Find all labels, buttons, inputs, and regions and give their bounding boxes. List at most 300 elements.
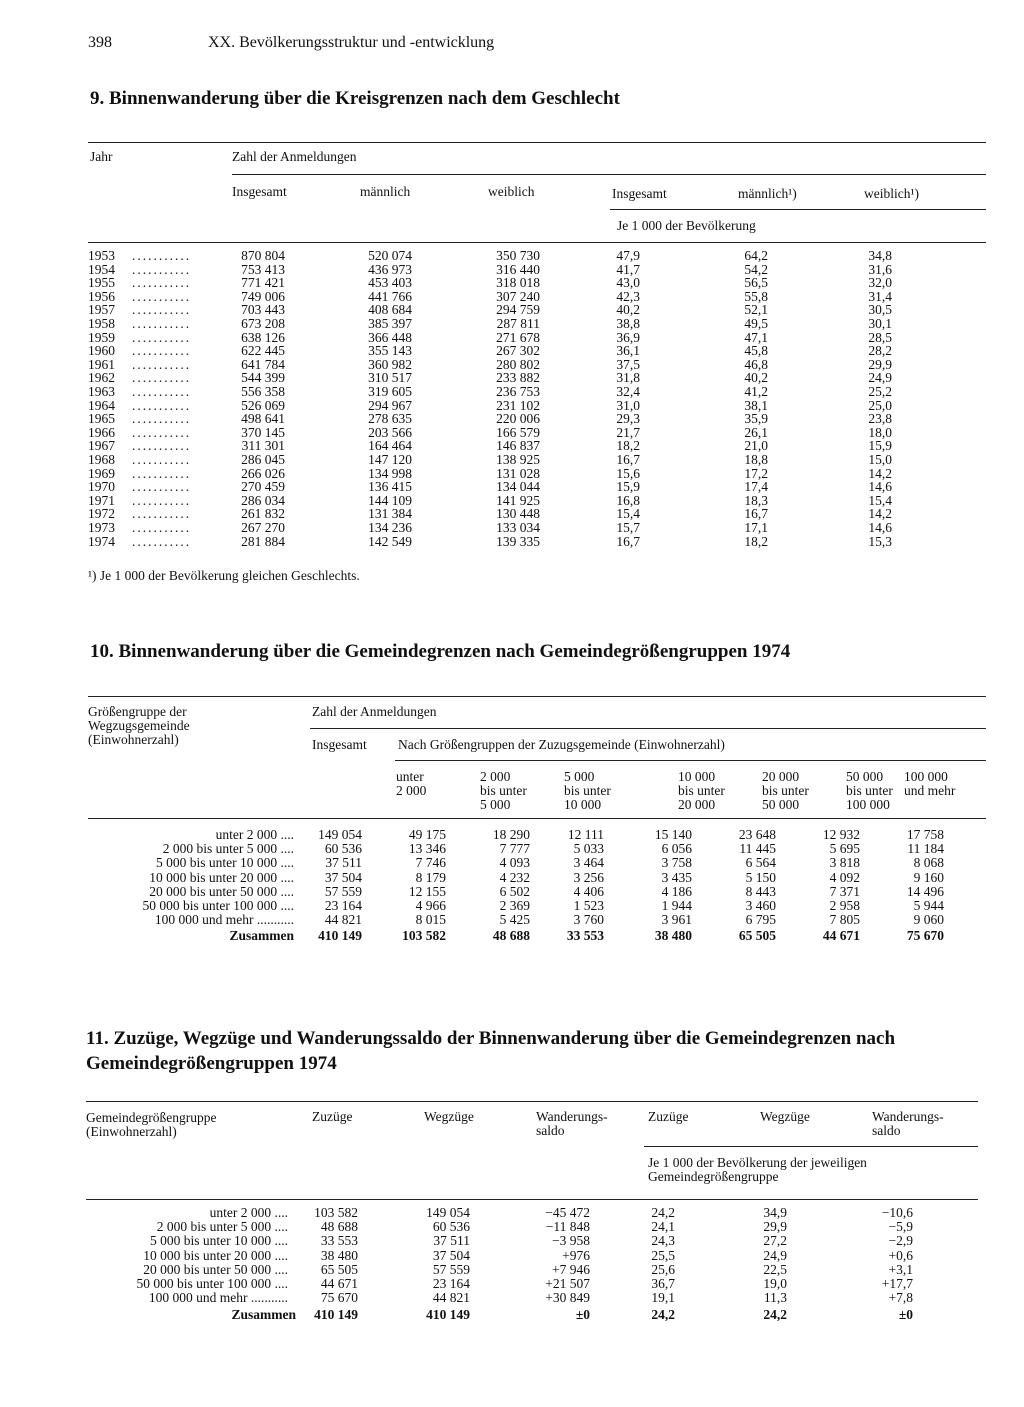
table11-cell: +976 <box>562 1247 590 1263</box>
table9-cell: 355 143 <box>368 343 412 359</box>
table10-cell: 3 435 <box>661 869 692 885</box>
table10-stub-line3: (Einwohnerzahl) <box>88 732 179 747</box>
table10-cell: 12 932 <box>822 827 860 842</box>
table9-cell: 34,8 <box>868 248 892 263</box>
table11-col-saldo-per-2: saldo <box>872 1123 901 1138</box>
table10-total-label: Zusammen <box>229 928 294 944</box>
table9-leader-dots: ........... <box>132 248 192 263</box>
table10-col-header: 10 000 <box>678 769 716 784</box>
table11-col-saldo-per-1: Wanderungs- <box>872 1109 944 1124</box>
table10-total-cell: 75 670 <box>906 928 944 944</box>
table9-leader-dots: ........... <box>132 520 192 535</box>
table9-col-year: Jahr <box>90 149 113 164</box>
table9-cell: 220 006 <box>496 411 540 427</box>
table9-cell: 29,3 <box>616 411 640 427</box>
table9-leader-dots: ........... <box>132 384 192 399</box>
table9-cell: 622 445 <box>241 343 285 359</box>
table11-cell: +7,8 <box>888 1290 913 1306</box>
table9-cell: 520 074 <box>368 248 412 263</box>
table11-cell: −3 958 <box>552 1233 590 1249</box>
table9-cell: 52,1 <box>744 302 768 318</box>
table9-cell: 15,9 <box>868 438 892 454</box>
table11-cell: 22,5 <box>763 1261 787 1277</box>
table11-per-rule <box>644 1146 978 1147</box>
table11-per-header-2: Gemeindegrößengruppe <box>648 1169 779 1184</box>
table10-row-label: 10 000 bis unter 20 000 .... <box>149 869 294 885</box>
table9-cell: 29,9 <box>868 356 892 372</box>
table11-cell: −5,9 <box>888 1219 913 1235</box>
table9-cell: 64,2 <box>744 248 768 263</box>
table9-leader-dots: ........... <box>132 397 192 413</box>
table9-cell: 18,2 <box>616 438 640 454</box>
table9-cell: 556 358 <box>241 384 285 399</box>
table10-cell: 5 944 <box>913 898 944 913</box>
table9-cell: 15,4 <box>616 506 640 522</box>
table9-cell: 16,7 <box>744 506 768 522</box>
table9-cell: 146 837 <box>496 438 540 454</box>
table10-col-header: bis unter <box>678 783 725 798</box>
table10-group-header: Zahl der Anmeldungen <box>312 704 437 719</box>
table9-top-rule <box>88 142 986 143</box>
table11-cell: 149 054 <box>426 1205 470 1220</box>
table11-cell: 37 504 <box>432 1247 470 1263</box>
table9-cell: 134 044 <box>496 479 540 495</box>
table9-cell: 14,6 <box>868 479 892 495</box>
table9-cell: 136 415 <box>368 479 412 495</box>
table10-col-header: 5 000 <box>564 769 595 784</box>
table11-cell: 25,5 <box>651 1247 675 1263</box>
table10-col-header: 100 000 <box>904 769 948 784</box>
table9-cell: 286 045 <box>241 452 285 467</box>
table9-cell: 17,2 <box>744 465 768 481</box>
table9-cell: 38,1 <box>744 397 768 413</box>
table9-cell: 17,4 <box>744 479 768 495</box>
table9-cell: 360 982 <box>368 356 412 372</box>
table11-total-cell: 410 149 <box>426 1307 470 1323</box>
table9-cell: 526 069 <box>241 397 285 413</box>
table9-leader-dots: ........... <box>132 343 192 359</box>
table9-leader-dots: ........... <box>132 302 192 318</box>
table9-cell: 139 335 <box>496 533 540 549</box>
table9-cell: 544 399 <box>241 370 285 386</box>
table9-cell: 318 018 <box>496 275 540 291</box>
table11-cell: 23 164 <box>432 1276 470 1291</box>
table10-cell: 12 155 <box>408 883 446 899</box>
table9-cell: 18,2 <box>744 533 768 549</box>
table10-cell: 60 536 <box>324 841 362 857</box>
table9-cell: 203 566 <box>368 424 412 440</box>
table9-leader-dots: ........... <box>132 261 192 277</box>
table11-cell: 44 821 <box>432 1290 470 1306</box>
table9-cell: 141 925 <box>496 492 540 508</box>
page-header <box>88 34 494 52</box>
table11-cell: −45 472 <box>545 1205 590 1220</box>
table10-cell: 14 496 <box>906 883 944 899</box>
table9-cell: 23,8 <box>868 411 892 427</box>
table9-cell: 49,5 <box>744 316 768 331</box>
table9-cell: 307 240 <box>496 288 540 304</box>
table11-per-header-1: Je 1 000 der Bevölkerung der jeweiligen <box>648 1155 867 1170</box>
table10-cell: 3 758 <box>661 855 692 871</box>
table10-cell: 5 695 <box>829 841 860 857</box>
table9-leader-dots: ........... <box>132 492 192 508</box>
table9-cell: 56,5 <box>744 275 768 291</box>
table11-cell: 24,1 <box>651 1219 675 1235</box>
table10-cell: 7 746 <box>415 855 446 871</box>
table9-cell: 40,2 <box>616 302 640 318</box>
table10-cell: 37 504 <box>324 869 362 885</box>
table10-cell: 7 777 <box>499 841 530 857</box>
table9-cell: 30,1 <box>868 316 892 331</box>
table9-cell: 18,3 <box>744 492 768 508</box>
table10-col-header: bis unter <box>480 783 527 798</box>
table10-col-header: bis unter <box>762 783 809 798</box>
table9-year: 1968 <box>88 452 115 467</box>
table9-cell: 17,1 <box>744 520 768 535</box>
table9-cell: 43,0 <box>616 275 640 291</box>
table10-total-cell: 44 671 <box>822 928 860 944</box>
table11-cell: −10,6 <box>881 1205 913 1220</box>
table10-total-cell: 48 688 <box>492 928 530 944</box>
table11-cell: 34,9 <box>763 1205 787 1220</box>
table9-cell: 673 208 <box>241 316 285 331</box>
table9-cell: 281 884 <box>241 533 285 549</box>
table10-cell: 5 033 <box>573 841 604 857</box>
table9-cell: 498 641 <box>241 411 285 427</box>
table9-cell: 385 397 <box>368 316 412 331</box>
table9-cell: 134 998 <box>368 465 412 481</box>
table10-total-cell: 33 553 <box>566 928 604 944</box>
table10-cell: 6 564 <box>745 855 776 871</box>
table9-cell: 144 109 <box>368 492 412 508</box>
table10-cell: 23 164 <box>324 898 362 913</box>
table11-cell: 48 688 <box>320 1219 358 1235</box>
table9-cell: 31,4 <box>868 288 892 304</box>
table9-cell: 18,0 <box>868 424 892 440</box>
table9-cell: 408 684 <box>368 302 412 318</box>
table10-cell: 8 179 <box>415 869 446 885</box>
table9-cell: 28,2 <box>868 343 892 359</box>
table9-leader-dots: ........... <box>132 533 192 549</box>
table10-cell: 3 460 <box>745 898 776 913</box>
table11-cell: +21 507 <box>545 1276 590 1291</box>
table10-col-total: Insgesamt <box>312 737 367 752</box>
table9-cell: 32,0 <box>868 275 892 291</box>
table9-year: 1964 <box>88 397 115 413</box>
table9-per-rule <box>610 209 986 210</box>
table10-total-cell: 103 582 <box>402 928 446 944</box>
table9-leader-dots: ........... <box>132 356 192 372</box>
table10-col-header: bis unter <box>846 783 893 798</box>
table11-cell: 25,6 <box>651 1261 675 1277</box>
table9-cell: 166 579 <box>496 424 540 440</box>
table9-cell: 319 605 <box>368 384 412 399</box>
table9-cell: 453 403 <box>368 275 412 291</box>
table11-total-cell: 24,2 <box>651 1307 675 1323</box>
table9-cell: 366 448 <box>368 329 412 345</box>
table11-cell: 24,3 <box>651 1233 675 1249</box>
table11-title-line1: 11. Zuzüge, Wegzüge und Wanderungssaldo der Binnenwanderung über die Gemeindegrenzen nach <box>86 1028 896 1049</box>
table9-cell: 280 802 <box>496 356 540 372</box>
table9-cell: 147 120 <box>368 452 412 467</box>
table10-top-rule <box>88 696 986 697</box>
table10-cell: 4 093 <box>499 855 530 871</box>
table9-cell: 28,5 <box>868 329 892 345</box>
table9-cell: 32,4 <box>616 384 640 399</box>
table10-row-label: unter 2 000 .... <box>215 827 294 842</box>
table9-leader-dots: ........... <box>132 370 192 386</box>
table10-cell: 4 186 <box>661 883 692 899</box>
table9-cell: 287 811 <box>496 316 540 331</box>
table9-cell: 18,8 <box>744 452 768 467</box>
table9-cell: 236 753 <box>496 384 540 399</box>
table11-cell: +30 849 <box>545 1290 590 1306</box>
table10-row-label: 5 000 bis unter 10 000 .... <box>156 855 294 871</box>
table10-row-label: 50 000 bis unter 100 000 .... <box>142 898 294 913</box>
table10-sub-rule <box>395 760 986 761</box>
table9-cell: 41,7 <box>616 261 640 277</box>
table9-cell: 45,8 <box>744 343 768 359</box>
table9-cell: 286 034 <box>241 492 285 508</box>
table10-cell: 12 111 <box>567 827 604 842</box>
table9-cell: 131 384 <box>368 506 412 522</box>
table9-col-female-per: weiblich¹) <box>864 186 920 201</box>
table9-cell: 436 973 <box>368 261 412 277</box>
table10-cell: 6 502 <box>499 883 530 899</box>
table10-cell: 3 818 <box>829 855 860 871</box>
table11-cell: +0,6 <box>888 1247 913 1263</box>
table11-cell: 103 582 <box>314 1205 358 1220</box>
table10-cell: 4 232 <box>499 869 530 885</box>
table11-cell: 29,9 <box>763 1219 787 1235</box>
table9-per-header: Je 1 000 der Bevölkerung <box>617 218 756 233</box>
table9-cell: 36,1 <box>616 343 640 359</box>
table10-cell: 8 443 <box>745 883 776 899</box>
table9-year: 1967 <box>88 438 115 454</box>
table9-year: 1970 <box>88 479 115 495</box>
table11-cell: −11 848 <box>545 1219 590 1235</box>
table10-total-cell: 65 505 <box>738 928 776 944</box>
table11-cell: 44 671 <box>320 1276 358 1291</box>
table9-cell: 14,2 <box>868 465 892 481</box>
table11-col-out-per: Wegzüge <box>760 1109 810 1124</box>
table9-cell: 267 302 <box>496 343 540 359</box>
table9-cell: 54,2 <box>744 261 768 277</box>
table9-cell: 753 413 <box>241 261 285 277</box>
table11-cell: 37 511 <box>433 1233 470 1249</box>
table9-leader-dots: ........... <box>132 288 192 304</box>
table9-leader-dots: ........... <box>132 506 192 522</box>
table9-leader-dots: ........... <box>132 424 192 440</box>
table9-cell: 261 832 <box>241 506 285 522</box>
table10-cell: 11 184 <box>907 841 944 857</box>
table9-year: 1972 <box>88 506 115 522</box>
table11-cell: 11,3 <box>763 1290 787 1306</box>
table10-cell: 6 056 <box>661 841 692 857</box>
table11-total-label: Zusammen <box>231 1307 296 1323</box>
table9-cell: 24,9 <box>868 370 892 386</box>
table9-title: 9. Binnenwanderung über die Kreisgrenzen nach dem Geschlecht <box>90 88 620 109</box>
table9-cell: 310 517 <box>368 370 412 386</box>
table9-cell: 271 678 <box>496 329 540 345</box>
table10-head-rule <box>88 818 986 819</box>
table10-total-cell: 38 480 <box>654 928 692 944</box>
table10-col-header: 50 000 <box>846 769 884 784</box>
table10-cell: 149 054 <box>318 827 362 842</box>
table11-cell: 60 536 <box>432 1219 470 1235</box>
table9-cell: 870 804 <box>241 248 285 263</box>
table11-cell: 19,1 <box>651 1290 675 1306</box>
table10-col-header: 20 000 <box>762 769 800 784</box>
table9-cell: 31,8 <box>616 370 640 386</box>
table10-col-header: 100 000 <box>846 797 890 812</box>
table11-top-rule <box>86 1101 978 1102</box>
table11-cell: 65 505 <box>320 1261 358 1277</box>
table9-cell: 30,5 <box>868 302 892 318</box>
table10-cell: 23 648 <box>738 827 776 842</box>
table9-cell: 38,8 <box>616 316 640 331</box>
table10-row-label: 100 000 und mehr ........... <box>154 912 294 928</box>
table11-cell: −2,9 <box>888 1233 913 1249</box>
table9-cell: 703 443 <box>241 302 285 318</box>
table11-total-cell: 24,2 <box>763 1307 787 1323</box>
table9-col-male: männlich <box>360 184 411 199</box>
table10-cell: 37 511 <box>325 855 362 871</box>
table9-cell: 294 759 <box>496 302 540 318</box>
table9-cell: 15,6 <box>616 465 640 481</box>
table9-leader-dots: ........... <box>132 411 192 427</box>
table11-cell: +7 946 <box>552 1261 590 1277</box>
table9-cell: 14,6 <box>868 520 892 535</box>
table9-cell: 25,2 <box>868 384 892 399</box>
table11-cell: 24,2 <box>651 1205 675 1220</box>
table9-year: 1957 <box>88 302 115 318</box>
table10-col-header: bis unter <box>564 783 611 798</box>
table9-col-female: weiblich <box>488 184 535 199</box>
table10-cell: 1 523 <box>573 898 604 913</box>
table9-cell: 771 421 <box>241 275 285 291</box>
table11-row-label: 10 000 bis unter 20 000 .... <box>143 1247 288 1263</box>
table10-col-header: und mehr <box>904 783 956 798</box>
table10-sub-header: Nach Größengruppen der Zuzugsgemeinde (Einwohnerzahl) <box>398 737 725 752</box>
table11-cell: 24,9 <box>763 1247 787 1263</box>
table9-year: 1954 <box>88 261 115 277</box>
table9-cell: 270 459 <box>241 479 285 495</box>
table10-cell: 3 961 <box>661 912 692 928</box>
table11-row-label: 5 000 bis unter 10 000 .... <box>150 1233 288 1249</box>
table9-cell: 142 549 <box>368 533 412 549</box>
table10-row-label: 2 000 bis unter 5 000 .... <box>162 841 294 857</box>
table10-cell: 8 068 <box>913 855 944 871</box>
table9-year: 1971 <box>88 492 115 508</box>
table11-col-in: Zuzüge <box>312 1109 353 1124</box>
table9-year: 1963 <box>88 384 115 399</box>
table9-cell: 138 925 <box>496 452 540 467</box>
table9-cell: 278 635 <box>368 411 412 427</box>
page-number: 398 <box>88 34 112 51</box>
table11-col-out: Wegzüge <box>424 1109 474 1124</box>
table11-stub-line1: Gemeindegrößengruppe <box>86 1110 217 1125</box>
table9-cell: 266 026 <box>241 465 285 481</box>
table9-cell: 26,1 <box>744 424 768 440</box>
table11-row-label: unter 2 000 .... <box>209 1205 288 1220</box>
table9-cell: 441 766 <box>368 288 412 304</box>
table9-leader-dots: ........... <box>132 465 192 481</box>
table11-head-rule <box>86 1199 978 1200</box>
table9-cell: 46,8 <box>744 356 768 372</box>
table9-cell: 31,6 <box>868 261 892 277</box>
table11-cell: 36,7 <box>651 1276 675 1291</box>
table10-col-header: 5 000 <box>480 797 511 812</box>
table9-cell: 15,0 <box>868 452 892 467</box>
table10-cell: 11 445 <box>739 841 776 857</box>
table10-group-rule <box>310 728 986 729</box>
table9-cell: 164 464 <box>368 438 412 454</box>
table10-cell: 4 966 <box>415 898 446 913</box>
table9-cell: 16,7 <box>616 452 640 467</box>
table10-stub-line1: Größengruppe der <box>88 704 187 719</box>
table10-cell: 57 559 <box>324 883 362 899</box>
table10-cell: 2 958 <box>829 898 860 913</box>
table11-cell: 75 670 <box>320 1290 358 1306</box>
table10-cell: 1 944 <box>661 898 692 913</box>
table10-row-label: 20 000 bis unter 50 000 .... <box>149 883 294 899</box>
table10-cell: 3 464 <box>573 855 604 871</box>
table10-col-header: 20 000 <box>678 797 716 812</box>
table9-year: 1961 <box>88 356 115 372</box>
table11-stub-line2: (Einwohnerzahl) <box>86 1124 177 1139</box>
table9-cell: 35,9 <box>744 411 768 427</box>
table10-cell: 44 821 <box>324 912 362 928</box>
table9-year: 1960 <box>88 343 115 359</box>
table10-cell: 13 346 <box>408 841 446 857</box>
table9-leader-dots: ........... <box>132 329 192 345</box>
table9-footnote: ¹) Je 1 000 der Bevölkerung gleichen Geschlechts. <box>88 568 360 583</box>
table11-cell: 33 553 <box>320 1233 358 1249</box>
table9-cell: 15,3 <box>868 533 892 549</box>
table11-total-cell: 410 149 <box>314 1307 358 1323</box>
table9-cell: 42,3 <box>616 288 640 304</box>
table10-cell: 5 425 <box>499 912 530 928</box>
table9-cell: 40,2 <box>744 370 768 386</box>
table11-col-in-per: Zuzüge <box>648 1109 689 1124</box>
table9-cell: 21,7 <box>616 424 640 440</box>
table9-cell: 15,7 <box>616 520 640 535</box>
table9-col-male-per: männlich¹) <box>738 186 797 201</box>
table9-year: 1958 <box>88 316 115 331</box>
table10-total-cell: 410 149 <box>318 928 362 944</box>
table9-cell: 134 236 <box>368 520 412 535</box>
table9-cell: 15,4 <box>868 492 892 508</box>
table9-year: 1969 <box>88 465 115 481</box>
table9-year: 1955 <box>88 275 115 291</box>
table9-cell: 25,0 <box>868 397 892 413</box>
table9-cell: 14,2 <box>868 506 892 522</box>
table9-year: 1965 <box>88 411 115 427</box>
table9-head-rule <box>88 242 986 243</box>
table11-total-cell: ±0 <box>575 1307 590 1323</box>
table9-cell: 641 784 <box>241 356 285 372</box>
table10-stub-line2: Wegzugsgemeinde <box>88 718 190 733</box>
table11-cell: 19,0 <box>763 1276 787 1291</box>
table9-leader-dots: ........... <box>132 438 192 454</box>
table10-cell: 3 760 <box>573 912 604 928</box>
table10-cell: 18 290 <box>492 827 530 842</box>
table9-year: 1959 <box>88 329 115 345</box>
table11-cell: +3,1 <box>888 1261 913 1277</box>
table11-cell: 38 480 <box>320 1247 358 1263</box>
table9-col-total: Insgesamt <box>232 184 287 199</box>
